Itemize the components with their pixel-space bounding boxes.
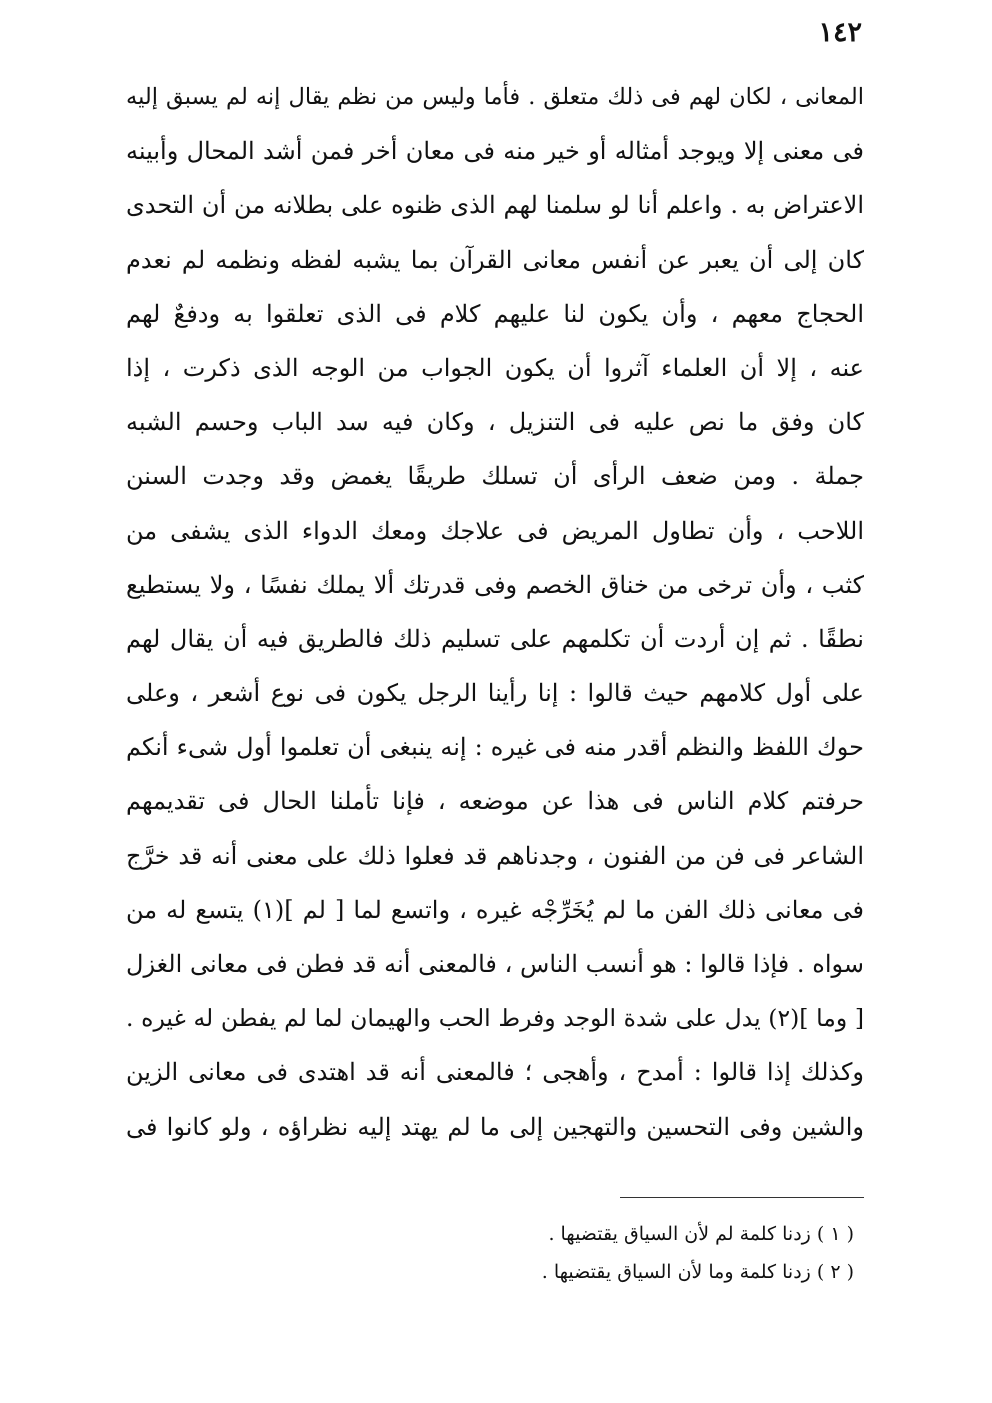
text-line: كثب ، وأن ترخى من خناق الخصم وفى قدرتك ألا يملك نفسًا ، ولا يستطيع	[126, 570, 864, 599]
text-line: وكذلك إذا قالوا : أمدح ، وأهجى ؛ فالمعنى أنه قد اهتدى فى معانى الزين	[126, 1058, 864, 1087]
footnote-divider	[620, 1197, 864, 1198]
body-text	[126, 70, 864, 1154]
page-number: ١٤٢	[818, 17, 862, 48]
footnotes	[254, 1215, 854, 1291]
text-line: الشاعر فى فن من الفنون ، وجدناهم قد فعلوا ذلك على معنى أنه قد خرَّج	[126, 841, 864, 870]
text-line: فى معانى ذلك الفن ما لم يُخَرِّجْه غيره ، واتسع لما [ لم ](١) يتسع له من	[126, 895, 864, 924]
text-line: عنه ، إلا أن العلماء آثروا أن يكون الجواب من الوجه الذى ذكرت ، إذا	[126, 353, 864, 382]
text-line: سواه . فإذا قالوا : هو أنسب الناس ، فالمعنى أنه قد فطن فى معانى الغزل	[126, 950, 864, 978]
footnote-1: ( ١ ) زدنا كلمة لم لأن السياق يقتضيها .	[548, 1223, 854, 1245]
text-line: الاعتراض به . واعلم أنا لو سلمنا لهم الذى ظنوه على بطلانه من أن التحدى	[126, 191, 864, 220]
text-line: فى معنى إلا ويوجد أمثاله أو خير منه فى معان أخر فمن أشد المحال وأبينه	[126, 137, 864, 166]
text-line: كان وفق ما نص عليه فى التنزيل ، وكان فيه سد الباب وحسم الشبه	[126, 408, 864, 437]
text-line: جملة . ومن ضعف الرأى أن تسلك طريقًا يغمض وقد وجدت السنن	[126, 462, 864, 491]
text-line: المعانى ، لكان لهم فى ذلك متعلق . فأما وليس من نظم يقال إنه لم يسبق إليه	[126, 84, 864, 110]
text-line: [ وما ](٢) يدل على شدة الوجد وفرط الحب والهيمان لما لم يفطن له غيره .	[126, 1004, 864, 1033]
text-line: اللاحب ، وأن تطاول المريض فى علاجك ومعك الدواء الذى يشفى من	[126, 516, 864, 545]
text-line: على أول كلامهم حيث قالوا : إنا رأينا الرجل يكون فى نوع أشعر ، وعلى	[126, 679, 864, 708]
footnote-2: ( ٢ ) زدنا كلمة وما لأن السياق يقتضيها .	[541, 1261, 854, 1283]
text-line: والشين وفى التحسين والتهجين إلى ما لم يهتد إليه نظراؤه ، ولو كانوا فى	[126, 1112, 864, 1141]
text-line: نطقًا . ثم إن أردت أن تكلمهم على تسليم ذلك فالطريق فيه أن يقال لهم	[126, 624, 864, 653]
text-line: حرفتم كلام الناس فى هذا عن موضعه ، فإنا تأملنا الحال فى تقديمهم	[126, 787, 864, 816]
text-line: حوك اللفظ والنظم أقدر منه فى غيره : إنه ينبغى أن تعلموا أول شىء أنكم	[126, 733, 864, 762]
text-line: كان إلى أن يعبر عن أنفس معانى القرآن بما يشبه لفظه ونظمه لم نعدم	[126, 245, 864, 274]
text-line: الحجاج معهم ، وأن يكون لنا عليهم كلام فى الذى تعلقوا به ودفعٌ لهم	[126, 299, 864, 328]
